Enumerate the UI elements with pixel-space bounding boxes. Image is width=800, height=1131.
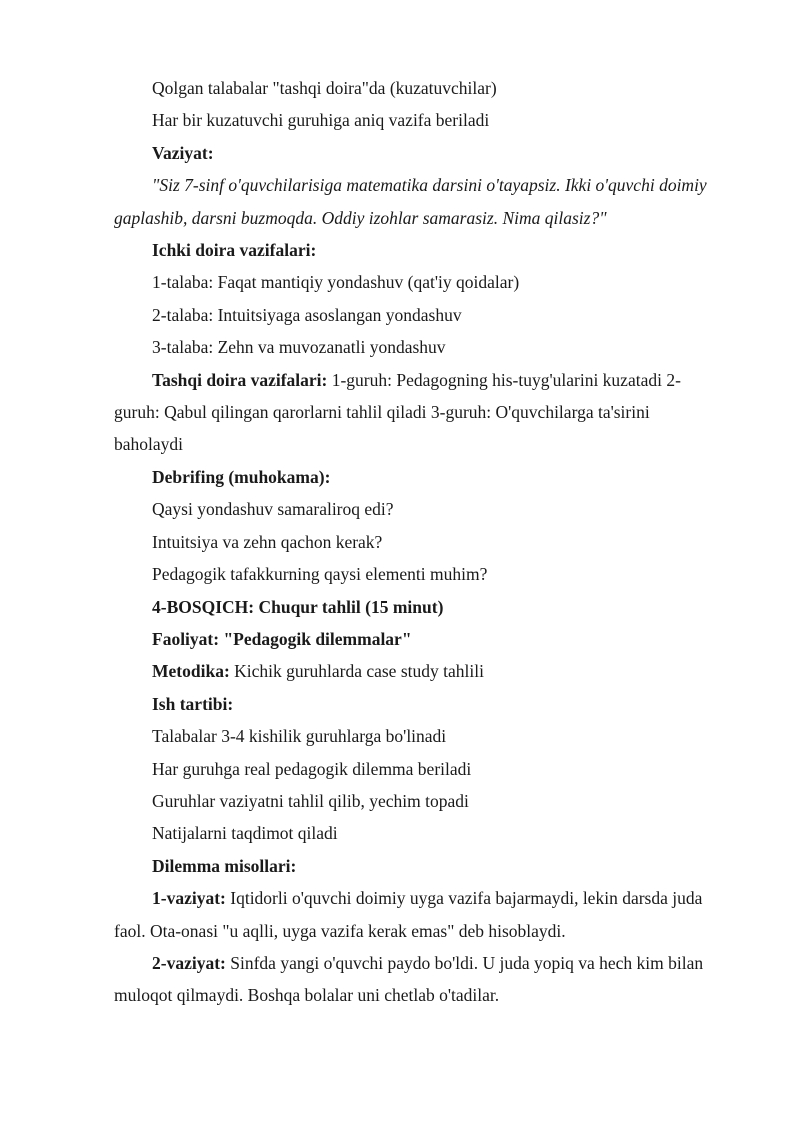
paragraph: Intuitsiya va zehn qachon kerak? [152,531,383,552]
paragraph: Har bir kuzatuvchi guruhiga aniq vazifa beriladi [152,110,490,131]
paragraph-text: Iqtidorli o'quvchi doimiy uyga vazifa bajarmaydi, lekin darsda juda faol. Ota-onasi "u aqlli, uyga vazifa kerak emas" deb hisoblaydi. [114,888,703,941]
section-heading: Debrifing (muhokama): [152,466,331,487]
inline-heading: 1-vaziyat: [152,888,226,909]
section-heading: Faoliyat: "Pedagogik dilemmalar" [152,628,412,649]
paragraph: Natijalarni taqdimot qiladi [152,823,338,844]
paragraph: Qaysi yondashuv samaraliroq edi? [152,499,394,520]
section-heading: Ichki doira vazifalari: [152,240,317,261]
document-body [114,72,714,1012]
paragraph [114,364,714,461]
paragraph-text: Sinfda yangi o'quvchi paydo bo'ldi. U juda yopiq va hech kim bilan muloqot qilmaydi. Boshqa bolalar uni chetlab o'tadilar. [114,952,704,1006]
paragraph: Guruhlar vaziyatni tahlil qilib, yechim topadi [152,790,469,811]
scenario-quote: "Siz 7-sinf o'quvchilarisiga matematika darsini o'tayapsiz. Ikki o'quvchi doimiy gaplashib, darsni buzmoqda. Oddiy izohlar samarasiz. Nima qilasiz?" [114,175,707,228]
section-heading: Ish tartibi: [152,693,234,714]
inline-heading: Tashqi doira vazifalari: [152,369,328,390]
paragraph: Pedagogik tafakkurning qaysi elementi muhim? [152,564,488,585]
section-heading: Vaziyat: [152,142,214,163]
section-heading: Dilemma misollari: [152,855,297,876]
inline-heading: 2-vaziyat: [152,952,226,973]
paragraph [114,882,714,947]
section-heading: 4-BOSQICH: Chuqur tahlil (15 minut) [152,596,444,617]
paragraph: 1-talaba: Faqat mantiqiy yondashuv (qat'iy qoidalar) [152,272,520,293]
inline-heading: Metodika: [152,661,230,682]
paragraph: 2-talaba: Intuitsiyaga asoslangan yondashuv [152,304,462,325]
paragraph [114,655,714,687]
paragraph: 3-talaba: Zehn va muvozanatli yondashuv [152,337,446,358]
paragraph: Qolgan talabalar "tashqi doira"da (kuzatuvchilar) [152,78,497,98]
paragraph: Talabalar 3-4 kishilik guruhlarga bo'linadi [152,726,447,747]
paragraph: Har guruhga real pedagogik dilemma beriladi [152,758,472,779]
paragraph-text: Kichik guruhlarda case study tahlili [229,661,484,682]
paragraph-text: 1-guruh: Pedagogning his-tuyg'ularini kuzatadi 2-guruh: Qabul qilingan qarorlarni tahlil qiladi 3-guruh: O'quvchilarga ta'sirini baholaydi [114,369,681,455]
paragraph [114,947,714,1012]
